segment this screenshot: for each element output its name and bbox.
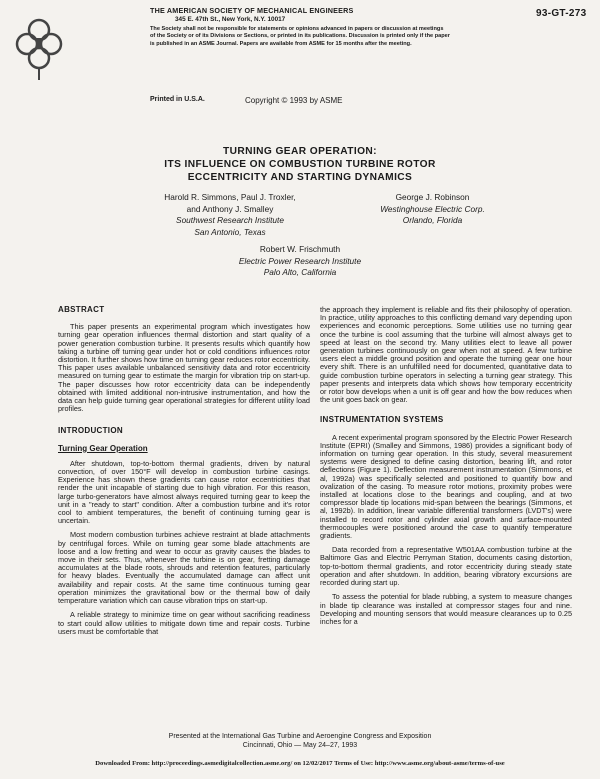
author-affiliation-paloalto: Palo Alto, California — [263, 267, 337, 278]
instrumentation-paragraph-2: Data recorded from a representative W501AA combustion turbine at the Baltimore Gas and Electric Perryman Station, documents casing distortion, top-to-bottom thermal gradients, and rotor eccentricity during steady state operation and after shutdown. In addition, bearing vibratory excursions are recorded during start up. — [320, 545, 572, 588]
turning-gear-subheading: Turning Gear Operation — [58, 443, 148, 453]
intro-paragraph-3: A reliable strategy to minimize time on gear without sacrificing readiness to start could allow utilities to mitigate down time and repair costs. Turbine users must be comfortable that — [58, 610, 310, 636]
author-affiliation-2: San Antonio, Texas — [194, 226, 266, 237]
asme-address: 345 E. 47th St., New York, N.Y. 10017 — [175, 16, 286, 23]
author-block-westinghouse — [345, 192, 520, 227]
intro-paragraph-2: Most modern combustion turbines achieve restraint at blade attachments by centrifugal forces. While on turning gear some blade attachments are loose and a low fretting and wear to occur as gravity causes the blades to move in their sets. Thus, whenever the turbine is on gear, fretting damage accumulates at the blade roots, shrouds and retention features, particularly for heavy blades. Eventually the accumulated damage can affect unit availability and repair costs. At the same time continuous turning gear operation minimizes the gravitational bow or the thermal bow of daily temperature variation which can cause vibration trips on start-up. — [58, 530, 310, 606]
author-names-1: Harold R. Simmons, Paul J. Troxler, — [164, 192, 296, 202]
conference-footer — [0, 732, 600, 750]
paper-title-line-3: ECCENTRICITY AND STARTING DYNAMICS — [187, 172, 413, 183]
paper-title-line-2: ITS INFLUENCE ON COMBUSTION TURBINE ROTOR — [164, 159, 436, 170]
intro-paragraph-1: After shutdown, top-to-bottom thermal gradients, driven by natural convection, of over 150°F will develop in combustion turbine casings. Experience has shown these gradients can cause rotor eccentricities that render the unit incapable of starting due to high vibration. For this reason, large turbo-generators have almost always required turning gear to keep the unit in a "ready to start" condition. After a combustion turbine and it's rotor cool to ambient temperatures, the benefit of continuing turning gear is uncertain. — [58, 458, 310, 526]
asme-org-name: THE AMERICAN SOCIETY OF MECHANICAL ENGINEERS — [150, 6, 354, 15]
paper-title-line-1: TURNING GEAR OPERATION: — [223, 146, 377, 157]
author-affiliation-orlando: Orlando, Florida — [402, 215, 463, 226]
asme-logo-icon — [10, 8, 68, 82]
author-name-robinson: George J. Robinson — [395, 192, 470, 202]
paper-id: 93-GT-273 — [536, 8, 587, 19]
abstract-heading: ABSTRACT — [58, 305, 105, 314]
left-column — [58, 306, 310, 642]
printed-in-usa: Printed in U.S.A. — [150, 96, 205, 103]
conference-line-2: Cincinnati, Ohio — May 24–27, 1993 — [242, 742, 358, 749]
right-continuation-paragraph: the approach they implement is reliable and fits their philosophy of operation. In practice, utility approaches to this conflicting demand vary depending upon experiences and economic perceptions. Some utilities use no turning gear once the turbine is cool assuming that the turbine will almost always get to speed at least on the second try. Many utilities elect to leave all power generation turbines continuously on gear when not at speed. A few turbine users elect a middle ground position and operate the turning gear one hour every shift. There is an unfulfilled need for documented, quantitative data to guide combustion turbine operators in selecting a turning gear strategy. This paper presents and interprets data which shows how temporary eccentricity or rotor bow develops when a unit is off gear and how the bow reduces when the unit goes back on gear. — [320, 305, 572, 405]
download-notice: Downloaded From: http://proceedings.asmedigitalcollection.asme.org/ on 12/02/2017 Terms of Use: http://www.asme.org/about-asme/terms-of-use — [95, 760, 505, 767]
instrumentation-paragraph-1: A recent experimental program sponsored by the Electric Power Research Institute (EPRI) (Smalley and Simmons, 1986) provides a significant body of information on turning gear operation. In this study, several measurement systems were designed to define casing distortion, bearing lift, and rotor deflections (Figure 1). Deflection measurement instrumentation (Simmons, et al, 1992a) was specifically selected and positioned to quantify bow and ovalization of the casing. To measure rotor motions, proximity probes were installed at locations close to the bearings and coupling, and at two compressor blade tip locations mid-span between the bearings (Simmons, et al, 1992b). In addition, linear variable differential transformers (LVDT's) were installed to record rotor and cylinder axial growth and surface-mounted thermocouples were positioned around the case to quantify temperature gradients. — [320, 432, 572, 541]
author-name-frischmuth: Robert W. Frischmuth — [259, 244, 341, 254]
copyright: Copyright © 1993 by ASME — [245, 96, 343, 105]
author-affiliation-epri: Electric Power Research Institute — [238, 255, 362, 266]
instrumentation-paragraph-3: To assess the potential for blade rubbing, a system to measure changes in blade tip clearance was installed at compressor stages four and nine. Developing and mounting sensors that would measure clearances up to 0.25 inches for a — [320, 592, 572, 626]
author-names-2: and Anthony J. Smalley — [186, 203, 274, 214]
asme-header — [0, 0, 600, 130]
conference-line-1: Presented at the International Gas Turbine and Aeroengine Congress and Exposition — [168, 733, 432, 740]
author-block-epri — [200, 244, 400, 279]
author-affiliation-1: Southwest Research Institute — [176, 215, 284, 226]
instrumentation-heading: INSTRUMENTATION SYSTEMS — [320, 415, 444, 425]
introduction-heading: INTRODUCTION — [58, 426, 123, 436]
author-affiliation-westinghouse: Westinghouse Electric Corp. — [380, 203, 485, 214]
disclaimer-text: The Society shall not be responsible for statements or opinions advanced in papers or discussion at meetings of the Society or of its Divisions or Sections, or printed in its publications. Discussion is printed only if the paper is published in an ASME Journal. Papers are available from ASME for 15 months after the meeting. — [150, 26, 450, 47]
author-block-swri — [140, 192, 320, 238]
abstract-text: This paper presents an experimental program which investigates how turning gear operation influences thermal distortion and start quality of a power generation combustion turbine. It presents results which quantify how taking a turbine off turning gear under hot or cold conditions influences rotor distortion. It further shows how time on turning gear reduces rotor eccentricity. This paper uses available unbalanced sensitivity data and rotor eccentricity measured on turning gear to estimate the margin for vibration trip on start-up. The paper discusses how rotor eccentricity data can be independently obtained with limited additional non-intrusive instrumentation, and how the data can help guide turning gear operational strategies for different utility load profiles. — [58, 322, 310, 414]
right-column — [320, 306, 572, 632]
